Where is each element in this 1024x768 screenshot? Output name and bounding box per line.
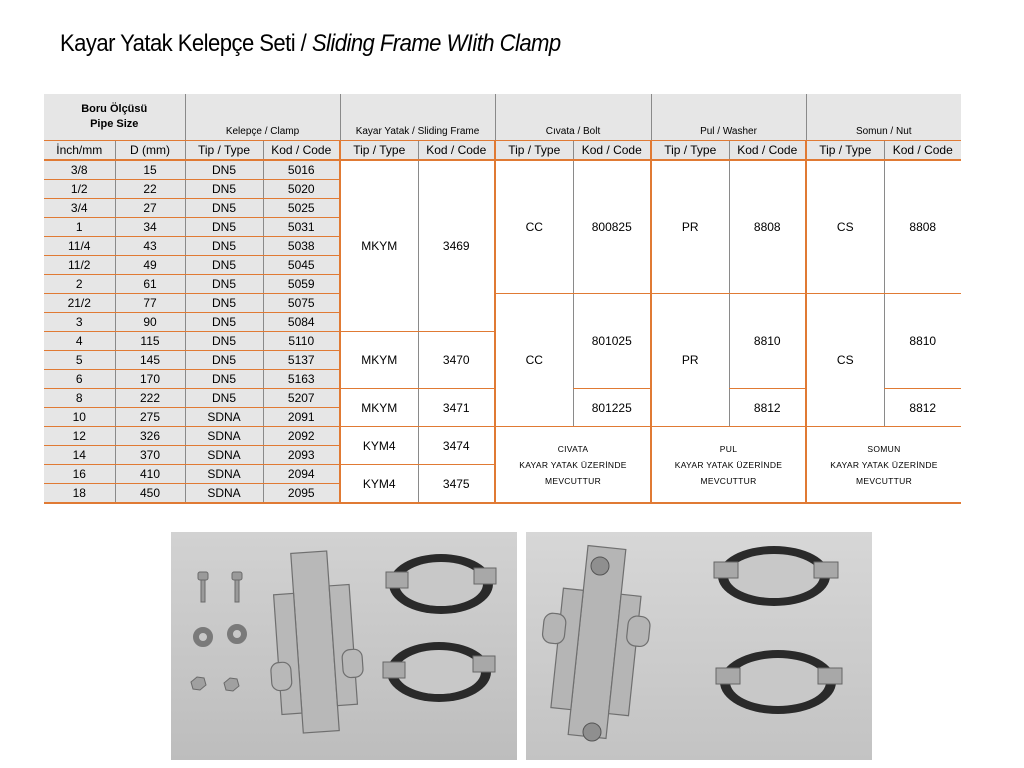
col-nut-type: Tip / Type [806, 141, 884, 161]
cell-d: 170 [115, 370, 185, 389]
cell-d: 15 [115, 160, 185, 180]
cell-clamp-code: 5025 [263, 199, 340, 218]
cell-clamp-type: DN5 [185, 199, 263, 218]
cell-d: 222 [115, 389, 185, 408]
cell-clamp-type: SDNA [185, 446, 263, 465]
cell-inch: 1/2 [44, 180, 115, 199]
col-washer-type: Tip / Type [651, 141, 729, 161]
cell-frame-code: 3471 [418, 389, 495, 427]
cell-nut-code: 8808 [884, 160, 961, 294]
cell-frame-type: MKYM [340, 332, 418, 389]
cell-clamp-code: 5075 [263, 294, 340, 313]
cell-bolt-type: CC [495, 160, 573, 294]
cell-clamp-type: DN5 [185, 275, 263, 294]
cell-frame-code: 3469 [418, 160, 495, 332]
cell-nut-code: 8812 [884, 389, 961, 427]
cell-clamp-code: 2092 [263, 427, 340, 446]
cell-inch: 11/2 [44, 256, 115, 275]
col-bolt-code: Kod / Code [573, 141, 651, 161]
nut-note-line: KAYAR YATAK ÜZERİNDE [830, 459, 938, 470]
bolt-note-line: KAYAR YATAK ÜZERİNDE [519, 459, 627, 470]
cell-frame-type: MKYM [340, 160, 418, 332]
group-header-row [44, 94, 961, 141]
frame-group-header: Kayar Yatak / Sliding Frame [340, 94, 495, 141]
cell-inch: 3 [44, 313, 115, 332]
col-clamp-code: Kod / Code [263, 141, 340, 161]
pipe-size-header [44, 94, 185, 141]
cell-inch: 6 [44, 370, 115, 389]
cell-d: 90 [115, 313, 185, 332]
sub-header-row [44, 141, 961, 161]
cell-d: 77 [115, 294, 185, 313]
cell-inch: 3/4 [44, 199, 115, 218]
title-italic: Sliding Frame WIith Clamp [311, 30, 561, 57]
cell-inch: 18 [44, 484, 115, 504]
cell-clamp-type: DN5 [185, 218, 263, 237]
cell-clamp-code: 5031 [263, 218, 340, 237]
col-washer-code: Kod / Code [729, 141, 806, 161]
cell-inch: 12 [44, 427, 115, 446]
cell-frame-type: MKYM [340, 389, 418, 427]
cell-d: 370 [115, 446, 185, 465]
col-frame-code: Kod / Code [418, 141, 495, 161]
cell-d: 115 [115, 332, 185, 351]
cell-d: 450 [115, 484, 185, 504]
cell-d: 43 [115, 237, 185, 256]
cell-washer-code: 8808 [729, 160, 806, 294]
bolt-note-line: MEVCUTTUR [544, 475, 602, 486]
cell-d: 22 [115, 180, 185, 199]
col-nut-code: Kod / Code [884, 141, 961, 161]
cell-d: 61 [115, 275, 185, 294]
cell-clamp-code: 5207 [263, 389, 340, 408]
col-d: D (mm) [115, 141, 185, 161]
cell-clamp-code: 5110 [263, 332, 340, 351]
bolt-note-line: CIVATA [557, 443, 589, 454]
cell-clamp-type: DN5 [185, 160, 263, 180]
cell-inch: 5 [44, 351, 115, 370]
cell-washer-type: PR [651, 160, 729, 294]
col-bolt-type: Tip / Type [495, 141, 573, 161]
cell-bolt-code: 801225 [573, 389, 651, 427]
cell-inch: 8 [44, 389, 115, 408]
cell-washer-code: 8810 [729, 294, 806, 389]
cell-clamp-code: 5163 [263, 370, 340, 389]
cell-inch: 11/4 [44, 237, 115, 256]
cell-clamp-code: 2091 [263, 408, 340, 427]
washer-note [651, 427, 806, 504]
cell-nut-code: 8810 [884, 294, 961, 389]
cell-clamp-type: SDNA [185, 408, 263, 427]
assembled-frame-clamps-image [526, 532, 872, 760]
cell-frame-type: KYM4 [340, 427, 418, 465]
cell-clamp-code: 5038 [263, 237, 340, 256]
hardware-photo [171, 532, 517, 760]
cell-inch: 1 [44, 218, 115, 237]
cell-clamp-code: 2095 [263, 484, 340, 504]
cell-frame-type: KYM4 [340, 465, 418, 504]
cell-d: 410 [115, 465, 185, 484]
cell-bolt-type: CC [495, 294, 573, 427]
cell-clamp-code: 2094 [263, 465, 340, 484]
cell-clamp-type: SDNA [185, 427, 263, 446]
bolts-washers-nuts-frame-clamps-image [171, 532, 517, 760]
cell-nut-type: CS [806, 160, 884, 294]
cell-clamp-code: 2093 [263, 446, 340, 465]
pipe-size-tr: Boru Ölçüsü [81, 103, 148, 115]
washer-note-line: MEVCUTTUR [700, 475, 757, 486]
cell-inch: 2 [44, 275, 115, 294]
cell-clamp-code: 5084 [263, 313, 340, 332]
table-row [44, 160, 961, 180]
washer-note-line: PUL [719, 443, 738, 454]
cell-d: 27 [115, 199, 185, 218]
cell-inch: 4 [44, 332, 115, 351]
cell-d: 326 [115, 427, 185, 446]
cell-clamp-type: DN5 [185, 237, 263, 256]
cell-inch: 3/8 [44, 160, 115, 180]
cell-d: 34 [115, 218, 185, 237]
col-inch: İnch/mm [44, 141, 115, 161]
col-clamp-type: Tip / Type [185, 141, 263, 161]
cell-bolt-code: 801025 [573, 294, 651, 389]
cell-d: 275 [115, 408, 185, 427]
cell-inch: 21/2 [44, 294, 115, 313]
cell-clamp-type: SDNA [185, 484, 263, 504]
cell-washer-type: PR [651, 294, 729, 427]
cell-clamp-type: DN5 [185, 332, 263, 351]
spec-table [44, 94, 961, 504]
page-title [60, 30, 561, 58]
col-frame-type: Tip / Type [340, 141, 418, 161]
cell-clamp-type: DN5 [185, 389, 263, 408]
cell-clamp-type: DN5 [185, 313, 263, 332]
cell-frame-code: 3474 [418, 427, 495, 465]
cell-nut-type: CS [806, 294, 884, 427]
bolt-group-header: Cıvata / Bolt [495, 94, 651, 141]
cell-bolt-code: 800825 [573, 160, 651, 294]
cell-clamp-type: DN5 [185, 294, 263, 313]
cell-d: 145 [115, 351, 185, 370]
cell-clamp-code: 5020 [263, 180, 340, 199]
cell-clamp-type: DN5 [185, 180, 263, 199]
nut-note-line: SOMUN [867, 443, 901, 454]
washer-group-header: Pul / Washer [651, 94, 806, 141]
nut-note-line: MEVCUTTUR [855, 475, 913, 486]
cell-clamp-type: DN5 [185, 256, 263, 275]
cell-washer-code: 8812 [729, 389, 806, 427]
title-main: Kayar Yatak Kelepçe Seti / [60, 30, 312, 57]
table-row [44, 427, 961, 446]
assembled-photo [526, 532, 872, 760]
table-body [44, 160, 961, 503]
washer-note-line: KAYAR YATAK ÜZERİNDE [674, 459, 783, 470]
clamp-group-header: Kelepçe / Clamp [185, 94, 340, 141]
cell-inch: 10 [44, 408, 115, 427]
cell-clamp-code: 5045 [263, 256, 340, 275]
bolt-note [495, 427, 651, 504]
cell-d: 49 [115, 256, 185, 275]
cell-clamp-code: 5059 [263, 275, 340, 294]
cell-frame-code: 3475 [418, 465, 495, 504]
cell-clamp-code: 5016 [263, 160, 340, 180]
pipe-size-en: Pipe Size [90, 118, 139, 130]
cell-inch: 16 [44, 465, 115, 484]
cell-clamp-type: DN5 [185, 351, 263, 370]
nut-group-header: Somun / Nut [806, 94, 961, 141]
cell-clamp-type: DN5 [185, 370, 263, 389]
cell-clamp-code: 5137 [263, 351, 340, 370]
nut-note [806, 427, 961, 504]
cell-inch: 14 [44, 446, 115, 465]
cell-clamp-type: SDNA [185, 465, 263, 484]
table-row [44, 294, 961, 313]
cell-frame-code: 3470 [418, 332, 495, 389]
